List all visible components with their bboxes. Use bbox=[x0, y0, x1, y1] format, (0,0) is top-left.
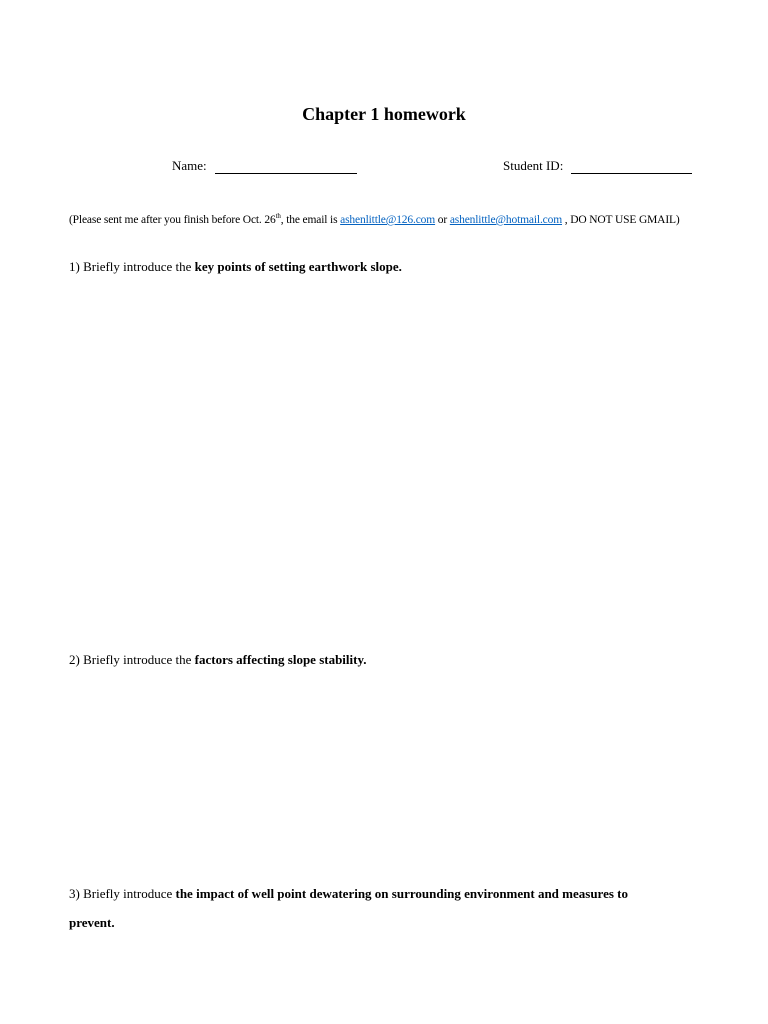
student-id-field bbox=[503, 158, 692, 174]
note-text-mid: , the email is bbox=[280, 214, 341, 226]
email-link-hotmail[interactable]: ashenlittle@hotmail.com bbox=[449, 214, 563, 226]
note-or: or bbox=[435, 214, 450, 226]
question-3-topic: the impact of well point dewatering on surrounding environment and measures to prevent. bbox=[69, 886, 628, 930]
question-3-prefix: 3) Briefly introduce bbox=[69, 886, 176, 901]
name-blank-line[interactable] bbox=[215, 159, 357, 174]
note-superscript: th bbox=[275, 212, 281, 220]
question-2 bbox=[69, 652, 367, 668]
name-label: Name: bbox=[172, 158, 207, 173]
question-1-topic: key points of setting earthwork slope. bbox=[194, 259, 402, 274]
question-3 bbox=[69, 880, 669, 937]
question-2-prefix: 2) Briefly introduce the bbox=[69, 652, 195, 667]
submission-note bbox=[69, 206, 689, 235]
question-1 bbox=[69, 259, 402, 275]
student-id-label: Student ID: bbox=[503, 158, 564, 173]
student-id-blank-line[interactable] bbox=[571, 159, 692, 174]
email-link-126[interactable]: ashenlittle@126.com bbox=[340, 214, 436, 226]
question-2-topic: factors affecting slope stability. bbox=[194, 652, 367, 667]
note-text-end: , DO NOT USE GMAIL) bbox=[562, 214, 680, 226]
question-1-prefix: 1) Briefly introduce the bbox=[69, 259, 195, 274]
note-text-start: (Please sent me after you finish before Oct. 26 bbox=[69, 214, 276, 226]
name-field bbox=[172, 158, 357, 174]
page-title: Chapter 1 homework bbox=[302, 104, 466, 124]
